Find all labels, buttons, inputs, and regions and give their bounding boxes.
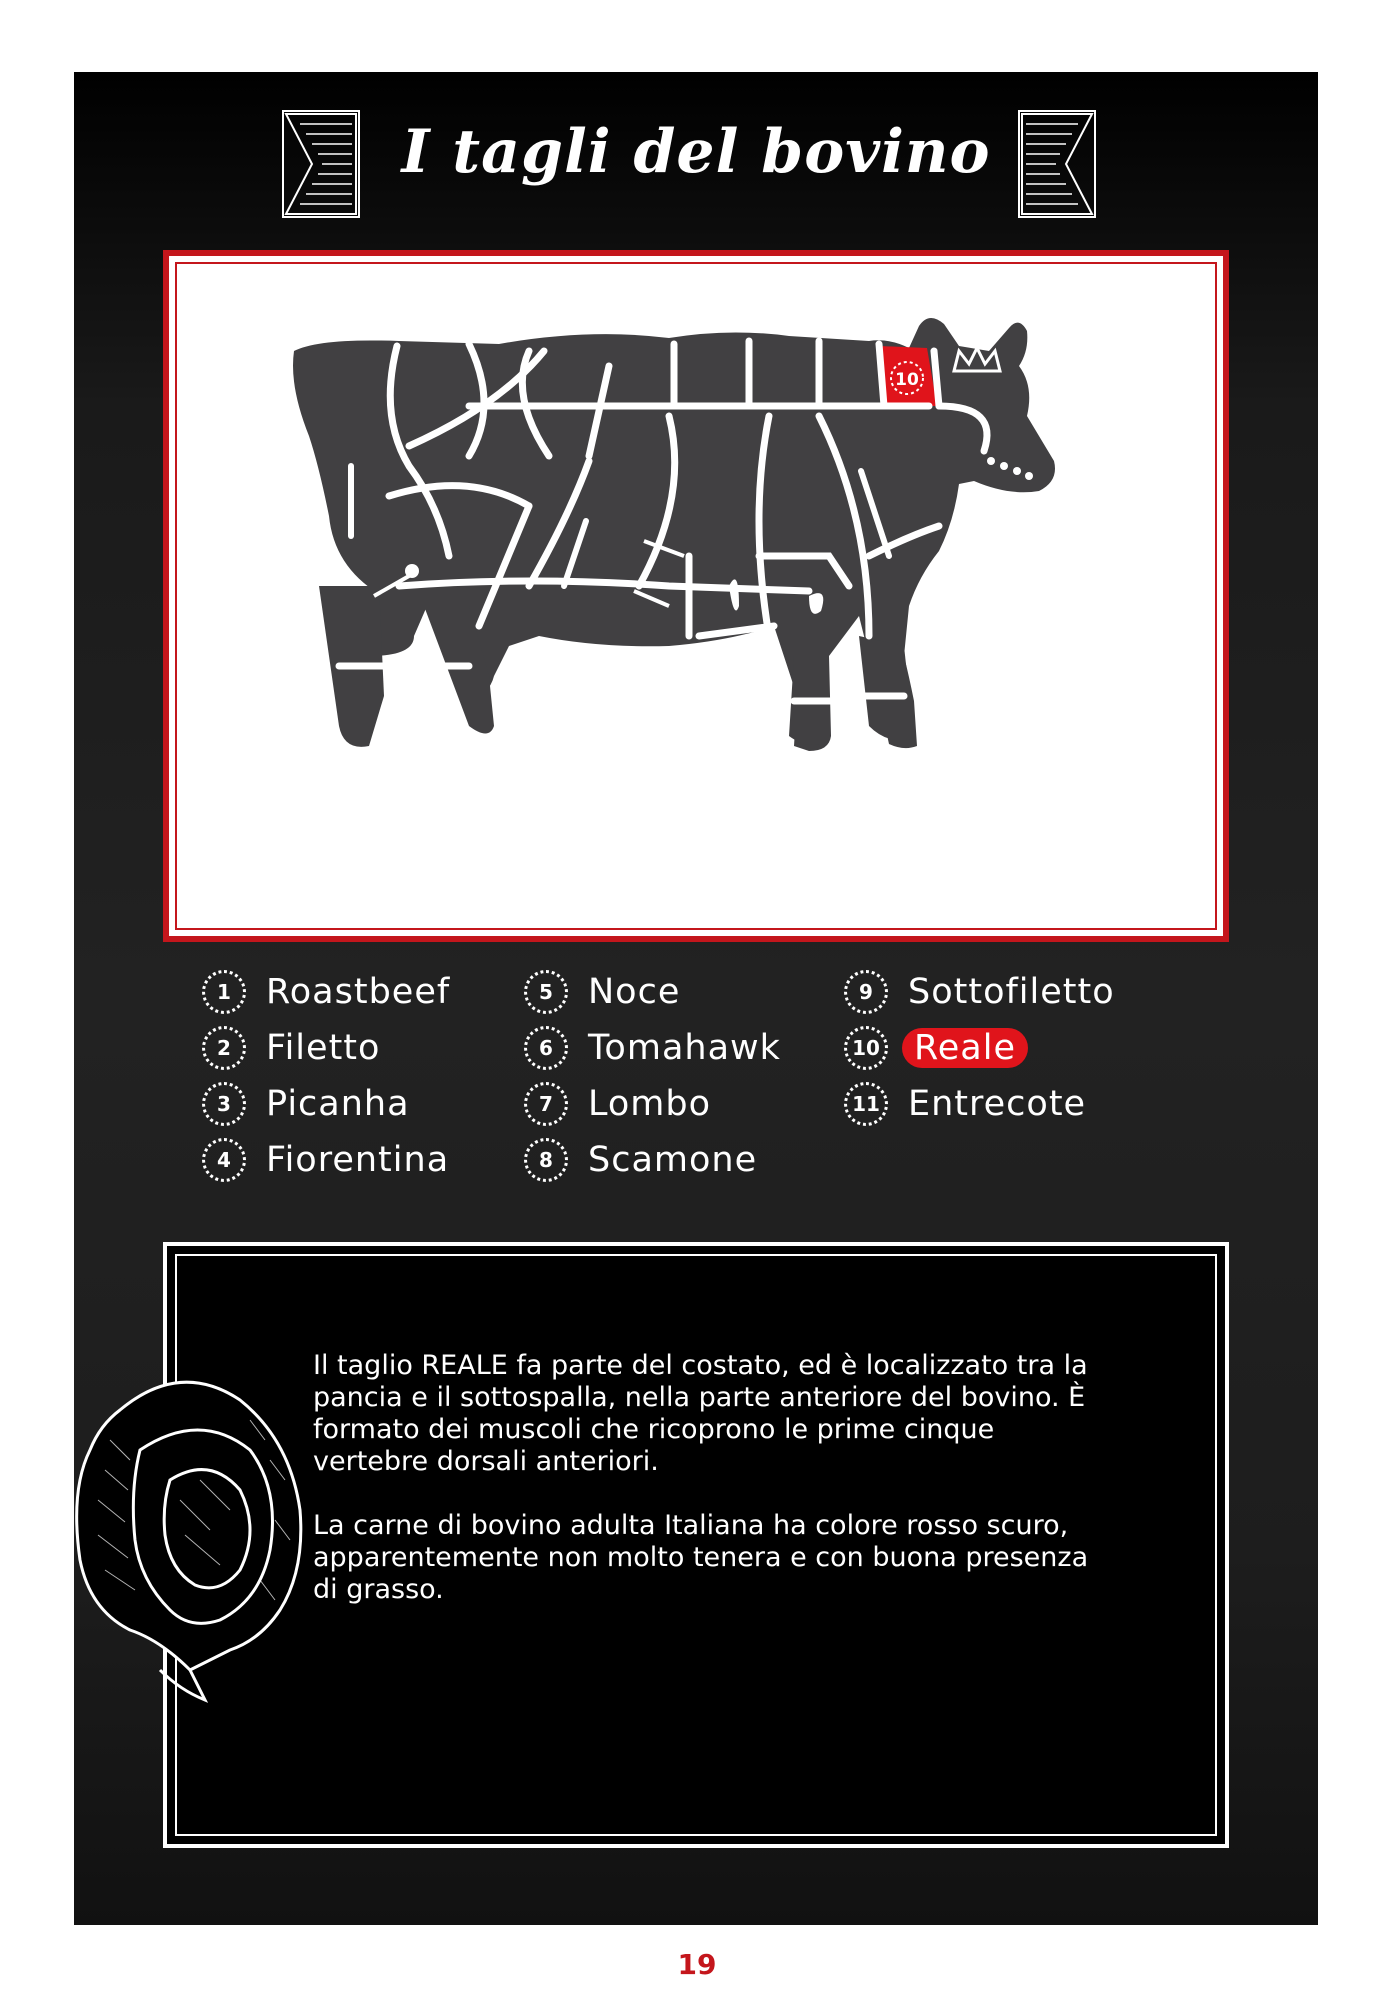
legend-item [202, 1136, 449, 1184]
legend-item [524, 968, 680, 1016]
legend-item [844, 968, 1115, 1016]
match-icon [374, 564, 419, 596]
legend-number-badge: 1 [202, 970, 246, 1014]
cow-leg-front-2 [859, 636, 914, 740]
cut-lines [339, 341, 987, 701]
crown-icon [954, 348, 1000, 371]
legend-label: Entrecote [908, 1084, 1087, 1124]
cow-leg-back-2 [424, 606, 494, 734]
legend-item [524, 1080, 711, 1128]
legend-label: Noce [588, 972, 681, 1012]
legend-number-badge: 3 [202, 1082, 246, 1126]
cuts-legend [164, 968, 1264, 1198]
legend-number-badge: 2 [202, 1026, 246, 1070]
steak-illustration [10, 1340, 310, 1720]
info-paragraph: Il taglio REALE fa parte del costato, ed è localizzato tra la pancia e il sottospalla, nella parte anteriore del bovino. È formato dei muscoli che ricoprono le prime cinque vertebre dorsali anteriori. [313, 1350, 1088, 1477]
cow-body [293, 318, 1055, 751]
legend-number-badge: 10 [844, 1026, 888, 1070]
title-area [74, 102, 1318, 212]
page-title: I tagli del bovino [401, 117, 991, 187]
page-number: 19 [677, 1948, 717, 1981]
legend-item [202, 1024, 380, 1072]
legend-label: Lombo [588, 1084, 712, 1124]
legend-item-highlighted [844, 1024, 1028, 1072]
legend-label: Filetto [266, 1028, 381, 1068]
info-text [313, 1350, 1113, 1638]
svg-text:10: 10 [895, 370, 919, 390]
legend-item [202, 968, 450, 1016]
cut-10-badge [891, 362, 923, 394]
cut-10-highlight [879, 346, 937, 406]
legend-label: Scamone [588, 1140, 758, 1180]
cow-cuts-diagram [169, 256, 1223, 936]
leaf-icon [729, 579, 823, 614]
cow-leg-front [789, 656, 829, 745]
legend-label-highlighted: Reale [902, 1028, 1028, 1068]
legend-label: Fiorentina [266, 1140, 450, 1180]
cow-leg-back [319, 586, 384, 747]
legend-number-badge: 5 [524, 970, 568, 1014]
legend-item [202, 1080, 410, 1128]
legend-number-badge: 11 [844, 1082, 888, 1126]
legend-label: Sottofiletto [908, 972, 1115, 1012]
cow-diagram-frame [163, 250, 1229, 942]
legend-item [524, 1024, 781, 1072]
bone-icon [634, 541, 684, 606]
collar-dots [987, 457, 1033, 480]
legend-label: Picanha [266, 1084, 410, 1124]
legend-number-badge: 7 [524, 1082, 568, 1126]
legend-number-badge: 9 [844, 970, 888, 1014]
legend-number-badge: 6 [524, 1026, 568, 1070]
legend-label: Tomahawk [588, 1028, 781, 1068]
legend-item [524, 1136, 757, 1184]
info-paragraph: La carne di bovino adulta Italiana ha colore rosso scuro, apparentemente non molto tenera e con buona presenza di grasso. [313, 1510, 1089, 1605]
legend-label: Roastbeef [266, 972, 451, 1012]
legend-item [844, 1080, 1086, 1128]
banner-right-icon [1018, 110, 1096, 218]
legend-number-badge: 4 [202, 1138, 246, 1182]
knife-icon [351, 466, 889, 586]
legend-number-badge: 8 [524, 1138, 568, 1182]
